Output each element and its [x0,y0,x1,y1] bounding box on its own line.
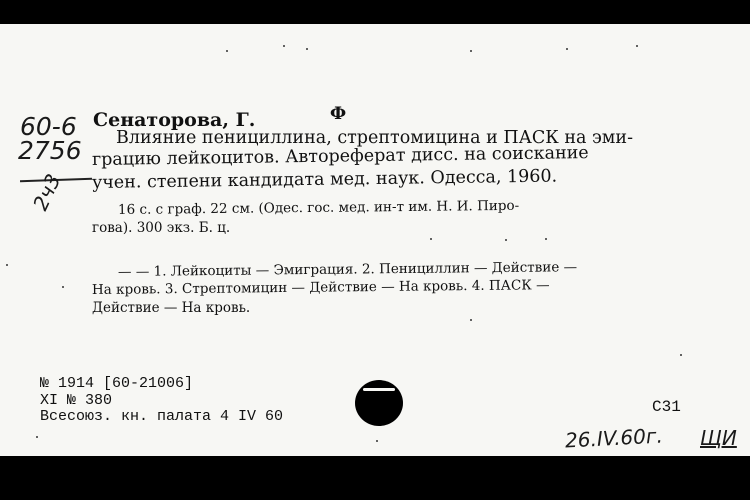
ink-speck [36,436,38,438]
author-heading: Сенаторова, Г. [93,109,256,131]
shelf-mark-top: 60-6 [20,112,77,141]
card-punch-hole [355,380,403,426]
ink-speck [545,238,547,240]
ink-speck [680,354,682,356]
shelf-mark-bottom: 2756 [18,136,82,165]
record-series: XI № 380 [40,392,113,409]
catalog-card [0,24,750,456]
ink-speck [566,48,568,50]
ink-speck [226,50,228,52]
classification-code: C31 [652,398,681,416]
subject-line-3: Действие — На кровь. [92,300,251,316]
subject-line-1: — — 1. Лейкоциты — Эмиграция. 2. Пенициллин — Действие — [117,259,578,280]
book-chamber-line: Всесоюз. кн. палата 4 IV 60 [40,408,284,425]
stamp-symbol: Ф [330,104,347,124]
ink-speck [505,239,507,241]
ink-speck [62,286,64,288]
ink-speck [470,50,472,52]
ink-speck [376,440,378,442]
title-line-1: Влияние пенициллина, стрептомицина и ПАСК на эми- [116,128,633,148]
ink-speck [470,319,472,321]
physical-line-1: 16 с. с граф. 22 см. (Одес. гос. мед. ин-т им. Н. И. Пиро- [117,197,520,218]
ink-speck [6,264,8,266]
ink-speck [430,238,432,240]
margin-note: 2ч3 [28,170,66,215]
ink-speck [306,48,308,50]
ink-speck [283,45,285,47]
subject-line-2: На кровь. 3. Стрептомицин — Действие — На кровь. 4. ПАСК — [91,277,550,298]
title-line-3: учен. степени кандидата мед. наук. Одесса, 1960. [91,166,558,193]
ink-speck [636,45,638,47]
handwritten-date: 26.IV.60г. [564,423,664,453]
title-line-2: грацию лейкоцитов. Автореферат дисс. на соискание [91,143,589,170]
handwritten-initials: ЩИ [700,426,737,450]
record-number: № 1914 [60-21006] [40,375,194,392]
physical-line-2: гова). 300 экз. Б. ц. [92,220,231,236]
